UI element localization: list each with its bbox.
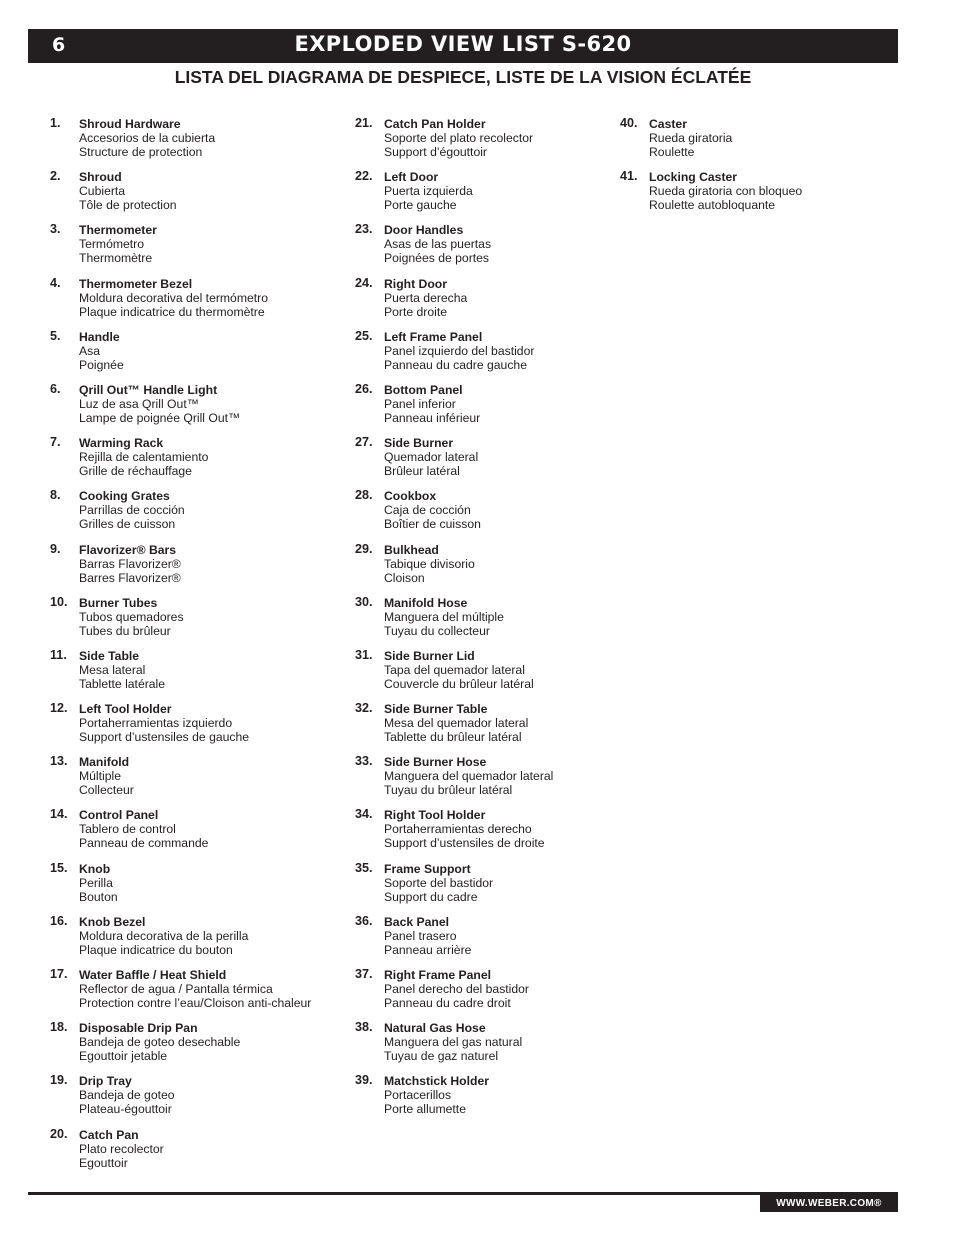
item-number: 12. <box>50 701 68 716</box>
item-name-english: Right Frame Panel <box>384 968 492 982</box>
item-name-french: Panneau du cadre droit <box>384 996 511 1010</box>
item-number: 30. <box>355 594 373 609</box>
item-number: 38. <box>355 1020 373 1035</box>
item-name-spanish: Mesa del quemador lateral <box>384 716 529 731</box>
item-names <box>649 170 802 212</box>
item-names <box>79 543 181 585</box>
item-number: 7. <box>50 435 61 450</box>
item-name-english: Side Burner <box>384 436 454 451</box>
item-number: 37. <box>355 967 373 981</box>
item-name-spanish: Termómetro <box>79 237 145 252</box>
item-name-english: Flavorizer® Bars <box>79 542 177 557</box>
item-number: 28. <box>355 488 373 503</box>
item-names <box>384 702 528 744</box>
item-name-french: Boîtier de cuisson <box>384 517 481 532</box>
item-name-french: Barres Flavorizer® <box>79 570 181 585</box>
item-name-spanish: Asas de las puertas <box>384 237 492 252</box>
item-name-spanish: Manguera del gas natural <box>384 1035 523 1050</box>
item-name-spanish: Moldura decorativa de la perilla <box>79 928 249 943</box>
item-number: 31. <box>355 647 373 662</box>
header-bar <box>28 29 898 63</box>
item-name-french: Brûleur latéral <box>384 464 460 479</box>
item-number: 18. <box>50 1020 68 1035</box>
item-name-french: Plaque indicatrice du bouton <box>79 942 233 957</box>
item-number: 16. <box>50 913 68 928</box>
item-name-french: Panneau de commande <box>79 836 209 851</box>
item-name-english: Thermometer <box>79 223 157 238</box>
item-name-english: Cooking Grates <box>79 489 170 504</box>
item-number: 27. <box>355 435 373 450</box>
item-name-spanish: Portacerillos <box>384 1088 452 1103</box>
item-name-spanish: Panel trasero <box>384 928 457 943</box>
item-name-english: Shroud Hardware <box>79 117 181 131</box>
item-name-english: Side Burner Lid <box>384 648 475 663</box>
item-number: 4. <box>50 275 61 290</box>
item-name-spanish: Mesa lateral <box>79 662 146 677</box>
item-name-english: Disposable Drip Pan <box>79 1021 198 1036</box>
item-name-english: Control Panel <box>79 808 159 823</box>
item-name-spanish: Portaherramientas derecho <box>384 822 532 837</box>
page-title: EXPLODED VIEW LIST S-620 <box>294 32 632 56</box>
item-number: 19. <box>50 1073 68 1088</box>
item-names <box>384 277 467 319</box>
item-number: 39. <box>355 1073 373 1088</box>
item-names <box>79 117 215 159</box>
item-name-spanish: Múltiple <box>79 769 121 784</box>
item-name-french: Grilles de cuisson <box>79 517 176 532</box>
item-name-spanish: Tubos quemadores <box>79 609 184 624</box>
item-name-french: Collecteur <box>79 783 134 798</box>
item-name-english: Bulkhead <box>384 542 439 557</box>
item-name-french: Grille de réchauffage <box>79 464 192 479</box>
item-number: 10. <box>50 594 68 609</box>
item-names <box>79 596 184 638</box>
item-names <box>384 915 471 957</box>
item-name-english: Knob <box>79 861 111 876</box>
item-name-french: Porte allumette <box>384 1102 466 1117</box>
item-name-french: Tubes du brûleur <box>79 623 171 638</box>
item-name-french: Support d’ustensiles de droite <box>384 836 545 851</box>
item-name-french: Tuyau du brûleur latéral <box>384 783 513 798</box>
item-name-english: Matchstick Holder <box>384 1074 489 1089</box>
item-number: 35. <box>355 860 373 875</box>
item-names <box>79 702 249 744</box>
item-name-spanish: Tablero de control <box>79 822 176 837</box>
item-name-english: Door Handles <box>384 223 464 238</box>
item-number: 5. <box>50 328 61 343</box>
item-names <box>384 489 481 531</box>
item-number: 34. <box>355 807 373 822</box>
item-names <box>79 223 157 265</box>
item-name-english: Left Door <box>384 170 439 185</box>
item-name-french: Bouton <box>79 889 118 904</box>
item-names <box>384 649 534 691</box>
item-name-english: Shroud <box>79 170 122 185</box>
item-name-french: Egouttoir jetable <box>79 1049 168 1064</box>
item-names <box>384 1074 489 1116</box>
item-name-spanish: Caja de cocción <box>384 503 471 518</box>
item-names <box>79 1074 175 1116</box>
item-name-french: Panneau arrière <box>384 942 472 957</box>
item-number: 20. <box>50 1126 68 1141</box>
item-names <box>79 968 311 1010</box>
item-name-english: Caster <box>649 117 687 131</box>
item-name-english: Bottom Panel <box>384 382 463 397</box>
item-names <box>384 1021 522 1063</box>
item-names <box>384 543 475 585</box>
item-name-french: Tuyau de gaz naturel <box>384 1049 499 1064</box>
item-name-spanish: Bandeja de goteo <box>79 1088 175 1103</box>
item-names <box>384 436 478 478</box>
item-name-english: Drip Tray <box>79 1074 132 1089</box>
item-name-french: Porte droite <box>384 304 448 319</box>
item-number: 6. <box>50 381 61 396</box>
item-number: 11. <box>50 647 67 662</box>
item-name-french: Egouttoir <box>79 1155 128 1170</box>
item-names <box>384 170 473 212</box>
item-name-spanish: Tabique divisorio <box>384 556 475 571</box>
item-names <box>79 1128 164 1170</box>
item-names <box>79 755 134 797</box>
item-names <box>649 117 732 159</box>
item-number: 25. <box>355 328 373 343</box>
item-names <box>384 862 493 904</box>
item-names <box>384 330 534 372</box>
item-name-french: Porte gauche <box>384 198 457 213</box>
item-name-spanish: Barras Flavorizer® <box>79 556 181 571</box>
item-name-french: Tablette latérale <box>79 676 166 691</box>
item-name-spanish: Puerta izquierda <box>384 184 473 199</box>
item-name-spanish: Manguera del múltiple <box>384 609 504 624</box>
item-name-english: Thermometer Bezel <box>79 276 193 291</box>
item-name-french: Lampe de poignée Qrill Out™ <box>79 410 241 425</box>
item-names <box>79 1021 240 1063</box>
item-name-english: Locking Caster <box>649 170 738 184</box>
item-name-spanish: Asa <box>79 343 101 358</box>
item-name-spanish: Puerta derecha <box>384 290 468 305</box>
item-name-french: Panneau inférieur <box>384 410 481 425</box>
item-names <box>384 808 545 850</box>
item-number: 1. <box>50 116 61 130</box>
item-name-english: Frame Support <box>384 861 471 876</box>
item-name-spanish: Panel inferior <box>384 396 456 411</box>
item-name-spanish: Tapa del quemador lateral <box>384 662 525 677</box>
item-name-french: Tôle de protection <box>79 198 177 213</box>
item-name-english: Knob Bezel <box>79 914 146 929</box>
item-name-english: Qrill Out™ Handle Light <box>79 382 218 397</box>
item-name-english: Manifold Hose <box>384 595 468 610</box>
item-names <box>79 383 240 425</box>
item-names <box>79 862 118 904</box>
item-name-english: Catch Pan Holder <box>384 117 486 131</box>
item-number: 29. <box>355 541 373 556</box>
item-name-french: Roulette <box>649 145 695 159</box>
item-name-french: Plateau-égouttoir <box>79 1102 172 1117</box>
item-name-french: Support d’égouttoir <box>384 145 487 159</box>
item-number: 41. <box>620 169 638 183</box>
item-name-french: Support d’ustensiles de gauche <box>79 730 250 745</box>
page-number: 6 <box>52 34 66 56</box>
item-name-spanish: Quemador lateral <box>384 450 479 465</box>
item-number: 21. <box>355 116 373 130</box>
item-number: 14. <box>50 807 68 822</box>
item-name-english: Side Table <box>79 648 140 663</box>
item-number: 22. <box>355 169 373 184</box>
item-number: 13. <box>50 754 68 769</box>
item-name-english: Right Door <box>384 276 447 291</box>
footer-website: WWW.WEBER.COM® <box>760 1195 898 1212</box>
item-name-spanish: Panel derecho del bastidor <box>384 982 529 996</box>
item-names <box>79 277 268 319</box>
item-name-french: Couvercle du brûleur latéral <box>384 676 534 691</box>
item-name-spanish: Perilla <box>79 875 113 890</box>
item-number: 32. <box>355 701 373 716</box>
item-name-french: Panneau du cadre gauche <box>384 357 527 372</box>
item-number: 33. <box>355 754 373 769</box>
item-name-english: Manifold <box>79 755 130 770</box>
item-name-english: Cookbox <box>384 489 437 504</box>
item-names <box>384 755 553 797</box>
item-number: 15. <box>50 860 68 875</box>
item-name-english: Water Baffle / Heat Shield <box>79 968 227 982</box>
item-name-french: Poignée <box>79 357 124 372</box>
item-name-english: Catch Pan <box>79 1127 139 1142</box>
item-name-spanish: Bandeja de goteo desechable <box>79 1035 241 1050</box>
item-name-spanish: Soporte del bastidor <box>384 875 494 890</box>
item-name-french: Protection contre l’eau/Cloison anti-chaleur <box>79 996 312 1010</box>
item-name-french: Plaque indicatrice du thermomètre <box>79 304 265 319</box>
item-name-french: Structure de protection <box>79 145 203 159</box>
item-name-spanish: Luz de asa Qrill Out™ <box>79 396 199 411</box>
item-name-french: Support du cadre <box>384 889 478 904</box>
item-number: 23. <box>355 222 373 237</box>
item-names <box>79 170 177 212</box>
item-names <box>79 436 208 478</box>
item-name-spanish: Panel izquierdo del bastidor <box>384 343 535 358</box>
item-name-english: Side Burner Hose <box>384 755 487 770</box>
item-name-spanish: Plato recolector <box>79 1141 164 1156</box>
item-number: 17. <box>50 967 68 981</box>
item-names <box>79 330 124 372</box>
item-name-french: Roulette autobloquante <box>649 198 776 212</box>
item-name-spanish: Soporte del plato recolector <box>384 131 534 145</box>
item-names <box>79 649 165 691</box>
page-subtitle: LISTA DEL DIAGRAMA DE DESPIECE, LISTE DE LA VISION ÉCLATÉE <box>174 67 752 87</box>
item-name-french: Tablette du brûleur latéral <box>384 730 522 745</box>
item-name-english: Back Panel <box>384 914 450 929</box>
item-name-english: Right Tool Holder <box>384 808 486 823</box>
item-name-spanish: Rueda giratoria con bloqueo <box>649 184 803 198</box>
item-names <box>79 808 208 850</box>
item-name-spanish: Parrillas de cocción <box>79 503 185 518</box>
item-number: 24. <box>355 275 373 290</box>
item-name-french: Cloison <box>384 570 425 585</box>
item-number: 36. <box>355 913 373 928</box>
item-number: 8. <box>50 488 61 503</box>
item-number: 9. <box>50 541 61 556</box>
item-name-french: Tuyau du collecteur <box>384 623 490 638</box>
item-names <box>79 489 185 531</box>
item-name-spanish: Cubierta <box>79 184 126 199</box>
item-name-english: Handle <box>79 329 120 344</box>
item-name-english: Side Burner Table <box>384 702 488 717</box>
item-number: 2. <box>50 169 61 184</box>
item-number: 40. <box>620 116 638 130</box>
item-names <box>384 223 491 265</box>
item-name-english: Warming Rack <box>79 436 164 451</box>
item-names <box>384 117 533 159</box>
item-name-english: Left Tool Holder <box>79 702 172 717</box>
item-name-spanish: Rejilla de calentamiento <box>79 450 209 465</box>
item-name-spanish: Accesorios de la cubierta <box>79 131 216 145</box>
item-name-english: Left Frame Panel <box>384 329 483 344</box>
item-name-spanish: Manguera del quemador lateral <box>384 769 554 784</box>
item-names <box>79 915 248 957</box>
item-name-french: Poignées de portes <box>384 251 490 266</box>
item-number: 3. <box>50 222 61 237</box>
item-number: 26. <box>355 381 373 396</box>
item-name-spanish: Moldura decorativa del termómetro <box>79 290 268 305</box>
item-name-spanish: Reflector de agua / Pantalla térmica <box>79 982 273 996</box>
item-name-spanish: Portaherramientas izquierdo <box>79 716 233 731</box>
item-names <box>384 968 529 1010</box>
item-names <box>384 383 480 425</box>
item-names <box>384 596 504 638</box>
item-name-french: Thermomètre <box>79 251 153 266</box>
item-name-spanish: Rueda giratoria <box>649 131 733 145</box>
item-name-english: Burner Tubes <box>79 595 158 610</box>
item-name-english: Natural Gas Hose <box>384 1021 486 1036</box>
